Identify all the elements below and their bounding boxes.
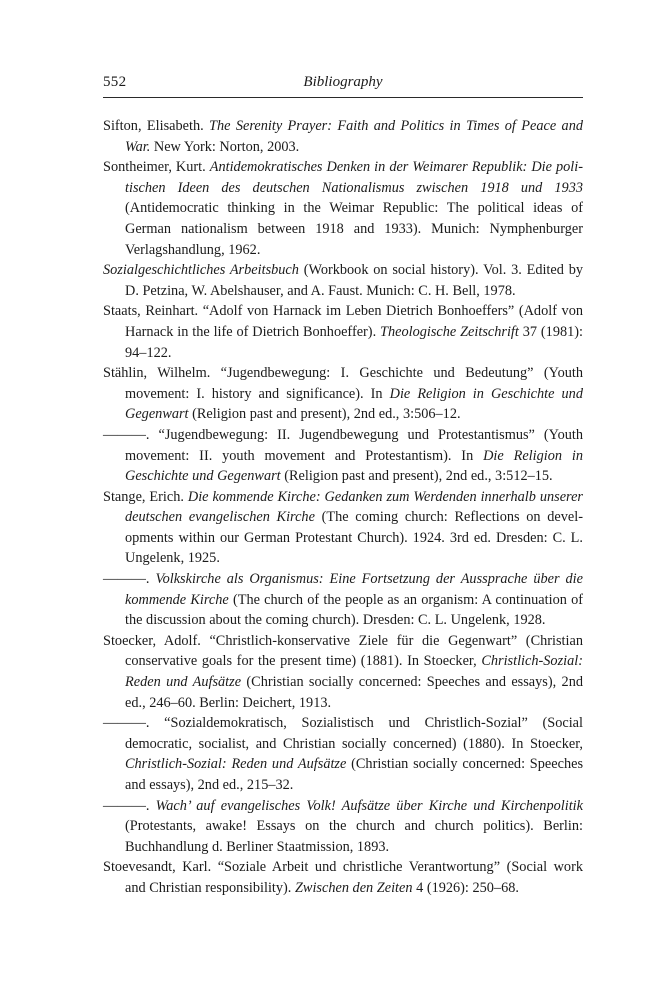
- entry-text: Staats, Reinhart. “Adolf von Harnack im Leben Dietrich Bonhoeffers” (Adolf von Harnack in the life of Dietrich Bonhoeffer).: [103, 303, 583, 340]
- entry-text: New York: Norton, 2003.: [150, 138, 300, 155]
- entry-text: (Religion past and present), 2nd ed., 3:506–12.: [188, 406, 461, 423]
- entry-text: (Religion past and present), 2nd ed., 3:512–15.: [280, 468, 553, 485]
- entry-text: Sifton, Elisabeth.: [103, 118, 210, 134]
- bibliography-list: [103, 116, 583, 899]
- entry-text: Stange, Erich.: [103, 488, 188, 505]
- entry-title-italic: Volkskirche als Organismus: Eine Fortsetzung der Aussprache über die kommende Kirche: [125, 571, 583, 608]
- entry-text: Stoevesandt, Karl. “Soziale Arbeit und christliche Verantwortung” (Social work and Christian responsibility).: [103, 859, 583, 896]
- bibliography-entry: [103, 857, 583, 898]
- entry-text: (Christian socially concerned: Speeches and essays), 2nd ed., 246–60. Berlin: Deichert, 1913.: [125, 674, 583, 711]
- bibliography-entry: [103, 301, 583, 363]
- bibliography-entry: [103, 157, 583, 260]
- entry-text: (Christian socially concerned: Speeches and essays), 2nd ed., 215–32.: [125, 756, 584, 793]
- entry-text: (The coming church: Reflections on developments within our German Protestant Church). 1924. 3rd ed. Dresden: C. L. Ungelenk, 1925.: [125, 509, 583, 567]
- entry-text: (Antidemocratic thinking in the Weimar Republic: The political ideas of German nationalism between 1918 and 1933). Munich: Nymphenburger Verlagshandlung, 1962.: [125, 200, 583, 258]
- bibliography-entry: [103, 260, 583, 301]
- entry-text: ———. “Sozialdemokratisch, Sozialistisch und Christlich-Sozial” (Social democratic, socialist, and Christian socially concerned) (1880). In Stoecker,: [103, 715, 583, 752]
- entry-title-italic: Die kommende Kirche: Gedanken zum Werdenden innerhalb unserer deutschen evangelischen Kirche: [125, 488, 583, 526]
- entry-title-italic: Zwischen den Zeiten: [294, 879, 413, 896]
- entry-text: ———. “Jugendbewegung: II. Jugendbewegung und Protestantismus” (Youth movement: II. youth movement and Protestantism). In: [103, 426, 583, 464]
- bibliography-entry: [103, 425, 583, 487]
- entry-title-italic: Theologische Zeitschrift: [380, 323, 519, 340]
- entry-text: (Protestants, awake! Essays on the church and church politics). Berlin: Buchhandlung d. Berliner Staatmission, 1893.: [125, 818, 583, 855]
- bibliography-entry: [103, 363, 583, 425]
- entry-text: (Workbook on social history). Vol. 3. Edited by D. Petzina, W. Abelshauser, and A. Faust. Munich: C. H. Bell, 1978.: [125, 262, 583, 299]
- entry-text: Stählin, Wilhelm. “Jugendbewegung: I. Geschichte und Bedeutung” (Youth movement: I. history and significance). In: [103, 365, 583, 402]
- page-number: 552: [103, 74, 127, 90]
- entry-title-italic: Wach’ auf evangelisches Volk! Aufsätze über Kirche und Kirchenpolitik: [155, 797, 583, 814]
- entry-text: ———.: [103, 797, 156, 814]
- entry-text: Stoecker, Adolf. “Christlich-konservative Ziele für die Gegenwart” (Christian conservative goals for the present time) (1881). In Stoecker,: [103, 632, 583, 670]
- entry-title-italic: Christlich-Sozial: Reden und Aufsätze: [125, 653, 583, 691]
- entry-title-italic: Christlich-Sozial: Reden und Aufsätze: [125, 756, 347, 773]
- entry-title-italic: Die Religion in Geschichte und Gegenwart: [125, 385, 583, 423]
- entry-text: (The church of the people as an organism: A continuation of the discussion about the coming church). Dresden: C. L. Ungelenk, 1928.: [125, 591, 583, 629]
- bibliography-entry: [103, 487, 583, 569]
- bibliography-entry: [103, 713, 583, 795]
- bibliography-entry: [103, 631, 583, 713]
- entry-text: 4 (1926): 250–68.: [412, 879, 519, 896]
- bibliography-entry: [103, 796, 583, 858]
- entry-text: ———.: [103, 571, 156, 588]
- entry-title-italic: The Serenity Prayer: Faith and Politics in Times of Peace and War.: [125, 118, 583, 155]
- bibliography-entry: [103, 569, 583, 631]
- running-title: Bibliography: [303, 74, 383, 90]
- entry-title-italic: Die Religion in Geschichte und Gegenwart: [125, 447, 583, 485]
- entry-title-italic: Antidemokratisches Denken in der Weimarer Republik: Die politischen Ideen des deutschen Nationalismus zwischen 1918 und 1933: [125, 159, 583, 196]
- running-header: [103, 74, 583, 96]
- entry-text: Sontheimer, Kurt.: [103, 159, 210, 176]
- bibliography-entry: [103, 116, 583, 157]
- header-rule: [103, 97, 583, 98]
- entry-title-italic: Sozialgeschichtliches Arbeitsbuch: [103, 262, 299, 279]
- entry-text: 37 (1981): 94–122.: [125, 323, 583, 361]
